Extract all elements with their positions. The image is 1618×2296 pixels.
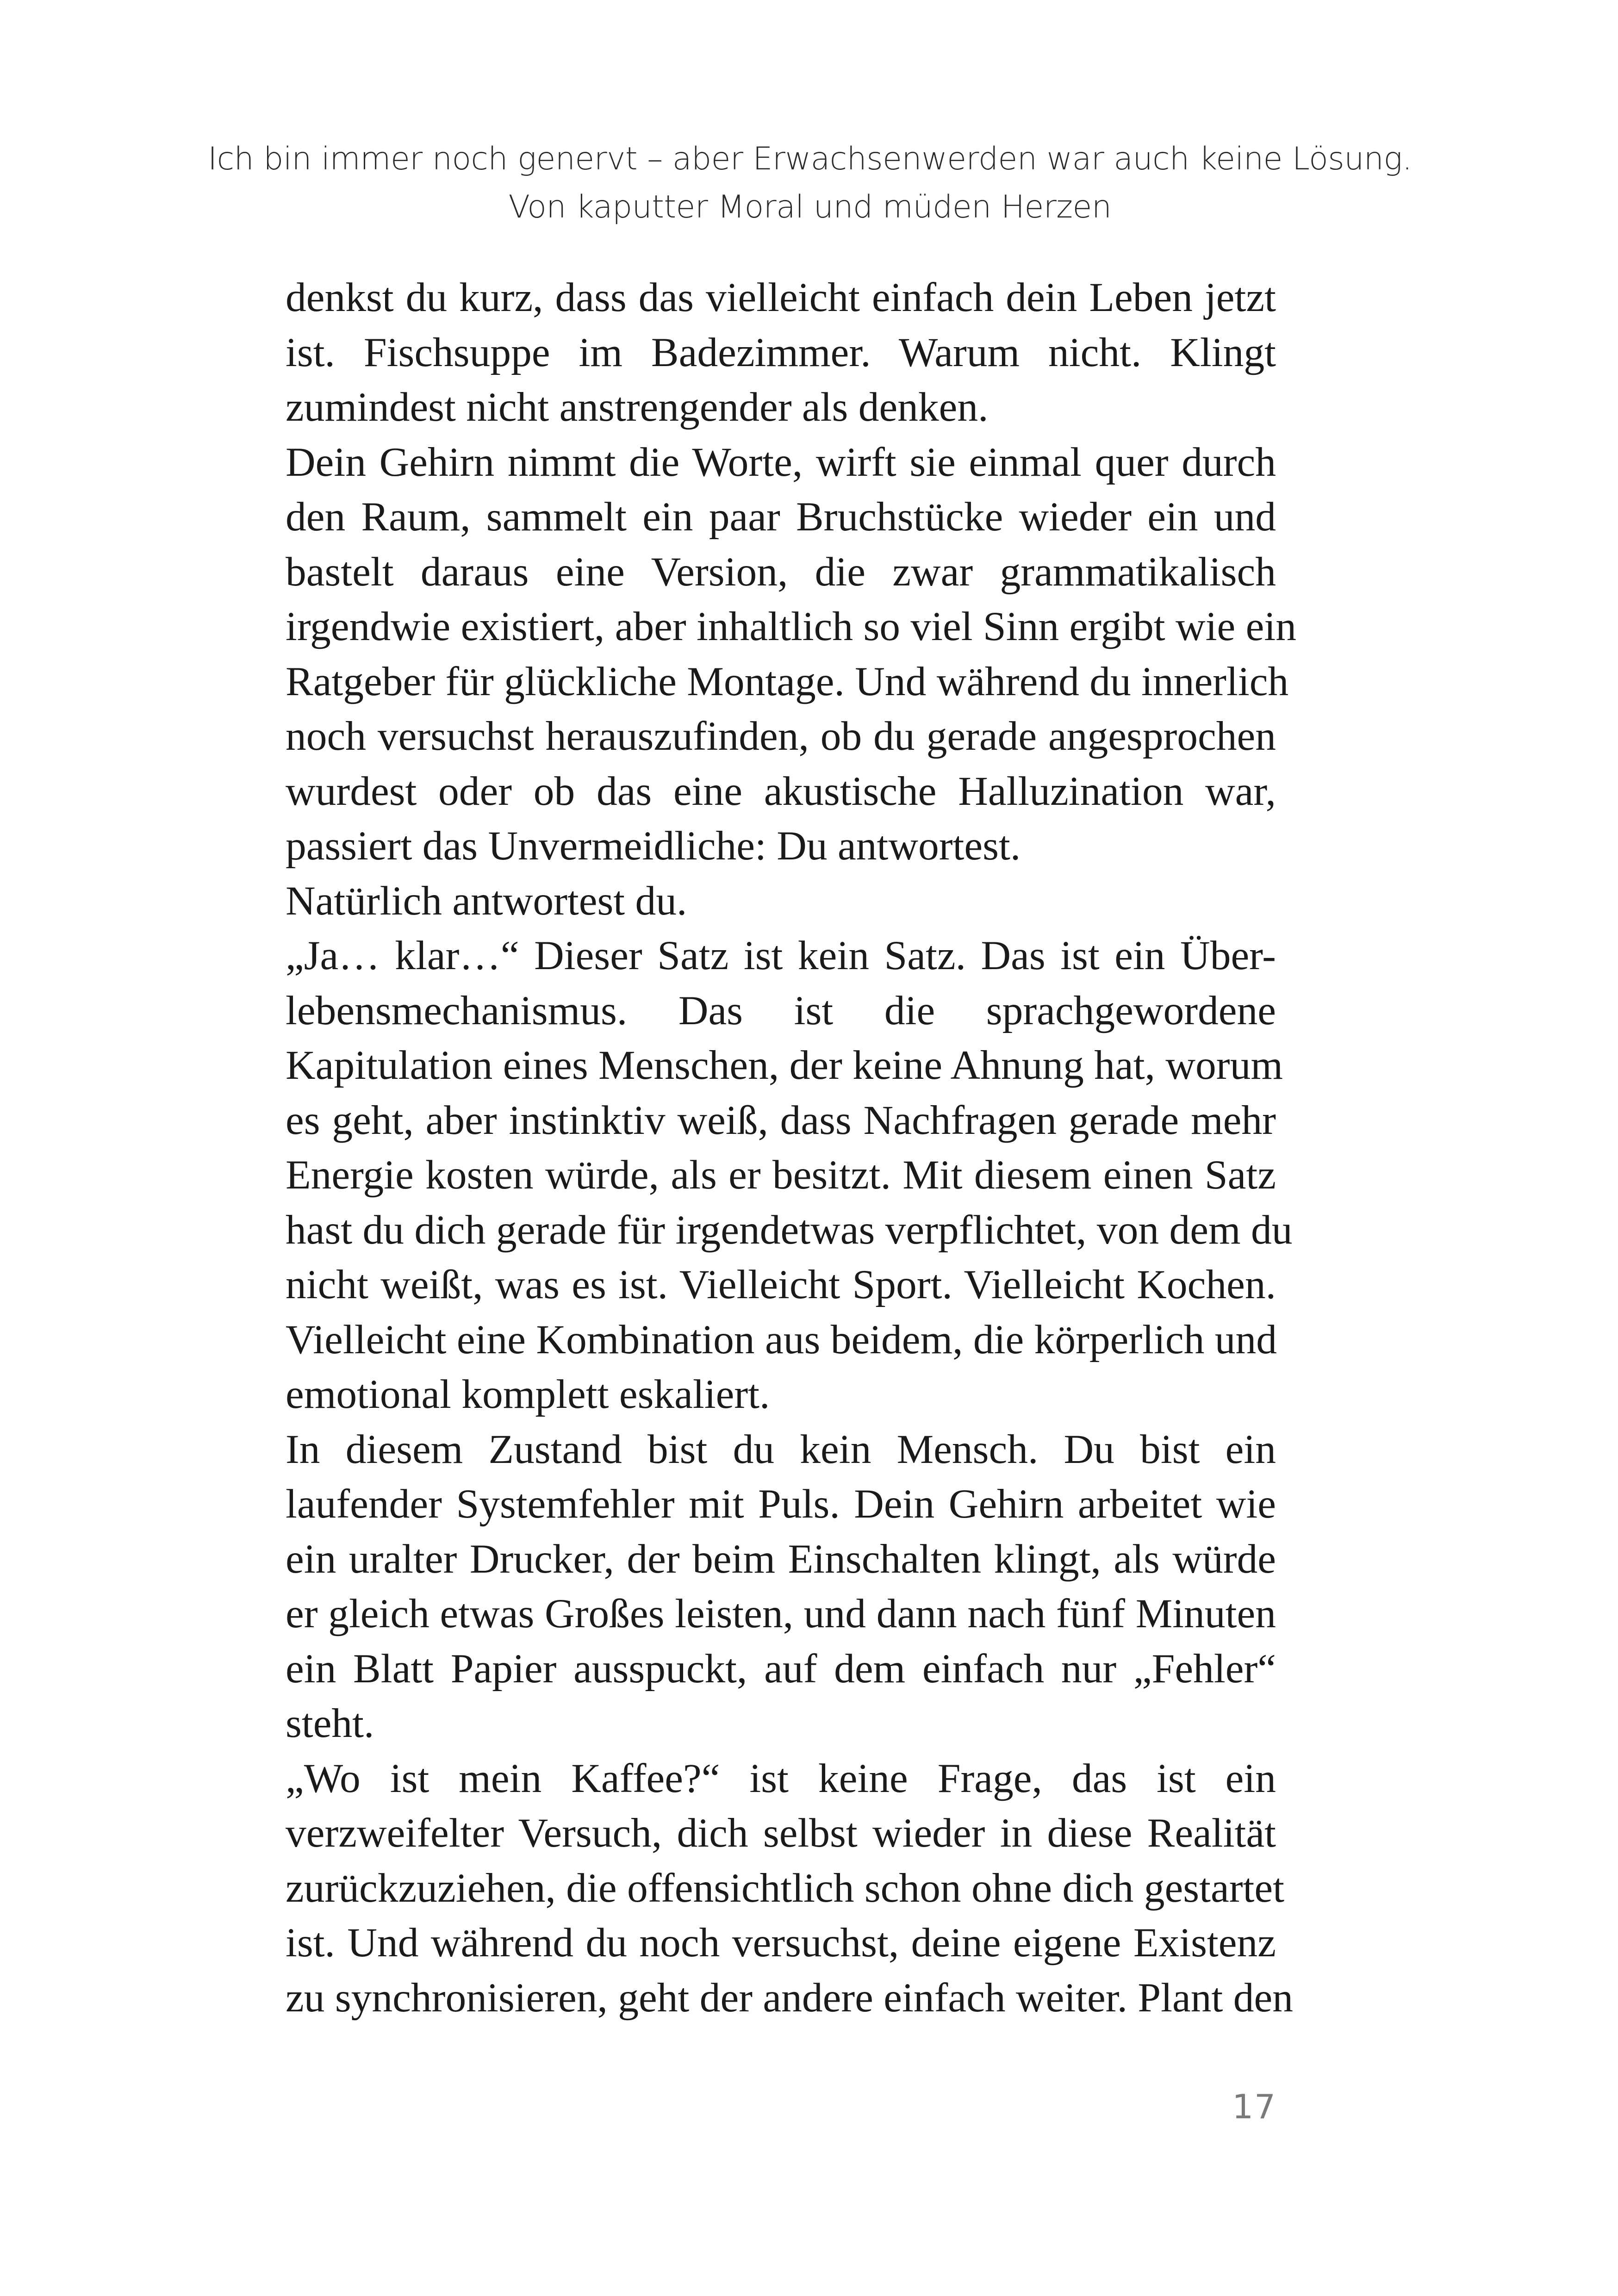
header-title-line: Ich bin immer noch genervt – aber Erwachsenwerden war auch keine Lösung. [208,141,1412,177]
text-line: Dein Gehirn nimmt die Worte, wirft sie einmal quer durch [286,439,1276,485]
text-line: verzweifelter Versuch, dich selbst wieder in diese Realität [286,1810,1276,1856]
text-line: nicht weißt, was es ist. Vielleicht Sport. Vielleicht Kochen. [286,1262,1276,1307]
text-line: „Ja… klar…“ Dieser Satz ist kein Satz. Das ist ein Über- [286,933,1276,978]
text-line: zumindest nicht anstrengender als denken. [286,384,989,430]
text-line: Energie kosten würde, als er besitzt. Mit diesem einen Satz [286,1152,1276,1198]
text-line: steht. [286,1700,374,1746]
text-line: irgendwie existiert, aber inhaltlich so viel Sinn ergibt wie ein [286,604,1296,649]
text-line: ein Blatt Papier ausspuckt, auf dem einfach nur „Fehler“ [286,1645,1276,1692]
text-line: Ratgeber für glückliche Montage. Und während du innerlich [286,658,1289,704]
text-line: hast du dich gerade für irgendetwas verpflichtet, von dem du [286,1207,1293,1253]
text-line: ist. Und während du noch versuchst, deine eigene Existenz [286,1920,1276,1966]
text-line: Kapitulation eines Menschen, der keine Ahnung hat, worum [286,1042,1283,1088]
text-line: passiert das Unvermeidliche: Du antwortest. [286,823,1021,869]
text-line: „Wo ist mein Kaffee?“ ist keine Frage, das ist ein [286,1755,1276,1801]
text-line: zu synchronisieren, geht der andere einfach weiter. Plant den [286,1974,1293,2021]
text-line: Vielleicht eine Kombination aus beidem, die körperlich und [286,1316,1277,1363]
text-line: emotional komplett eskaliert. [286,1371,770,1417]
text-line: den Raum, sammelt ein paar Bruchstücke wieder ein und [286,494,1276,540]
text-line: bastelt daraus eine Version, die zwar grammatikalisch [286,548,1276,595]
text-line: es geht, aber instinktiv weiß, dass Nachfragen gerade mehr [286,1097,1276,1143]
text-line: er gleich etwas Großes leisten, und dann nach fünf Minuten [286,1591,1276,1636]
text-line: wurdest oder ob das eine akustische Halluzination war, [286,768,1276,814]
text-line: laufender Systemfehler mit Puls. Dein Gehirn arbeitet wie [286,1481,1276,1527]
text-line: denkst du kurz, dass das vielleicht einfach dein Leben jetzt [286,274,1276,320]
text-line: zurückzuziehen, die offensichtlich schon ohne dich gestartet [286,1865,1284,1911]
text-line: lebensmechanismus. Das ist die sprachgewordene [286,987,1276,1033]
header-subtitle-line: Von kaputter Moral und müden Herzen [508,189,1112,225]
text-line: ist. Fischsuppe im Badezimmer. Warum nicht. Klingt [286,329,1276,375]
text-line: noch versuchst herauszufinden, ob du gerade angesprochen [286,713,1276,759]
text-line: ein uralter Drucker, der beim Einschalten klingt, als würde [286,1536,1276,1582]
text-line: Natürlich antwortest du. [286,877,687,924]
body-text [286,270,1296,2025]
page-number: 17 [1232,2087,1276,2126]
running-header [185,135,1435,231]
text-line: In diesem Zustand bist du kein Mensch. Du bist ein [286,1426,1276,1472]
